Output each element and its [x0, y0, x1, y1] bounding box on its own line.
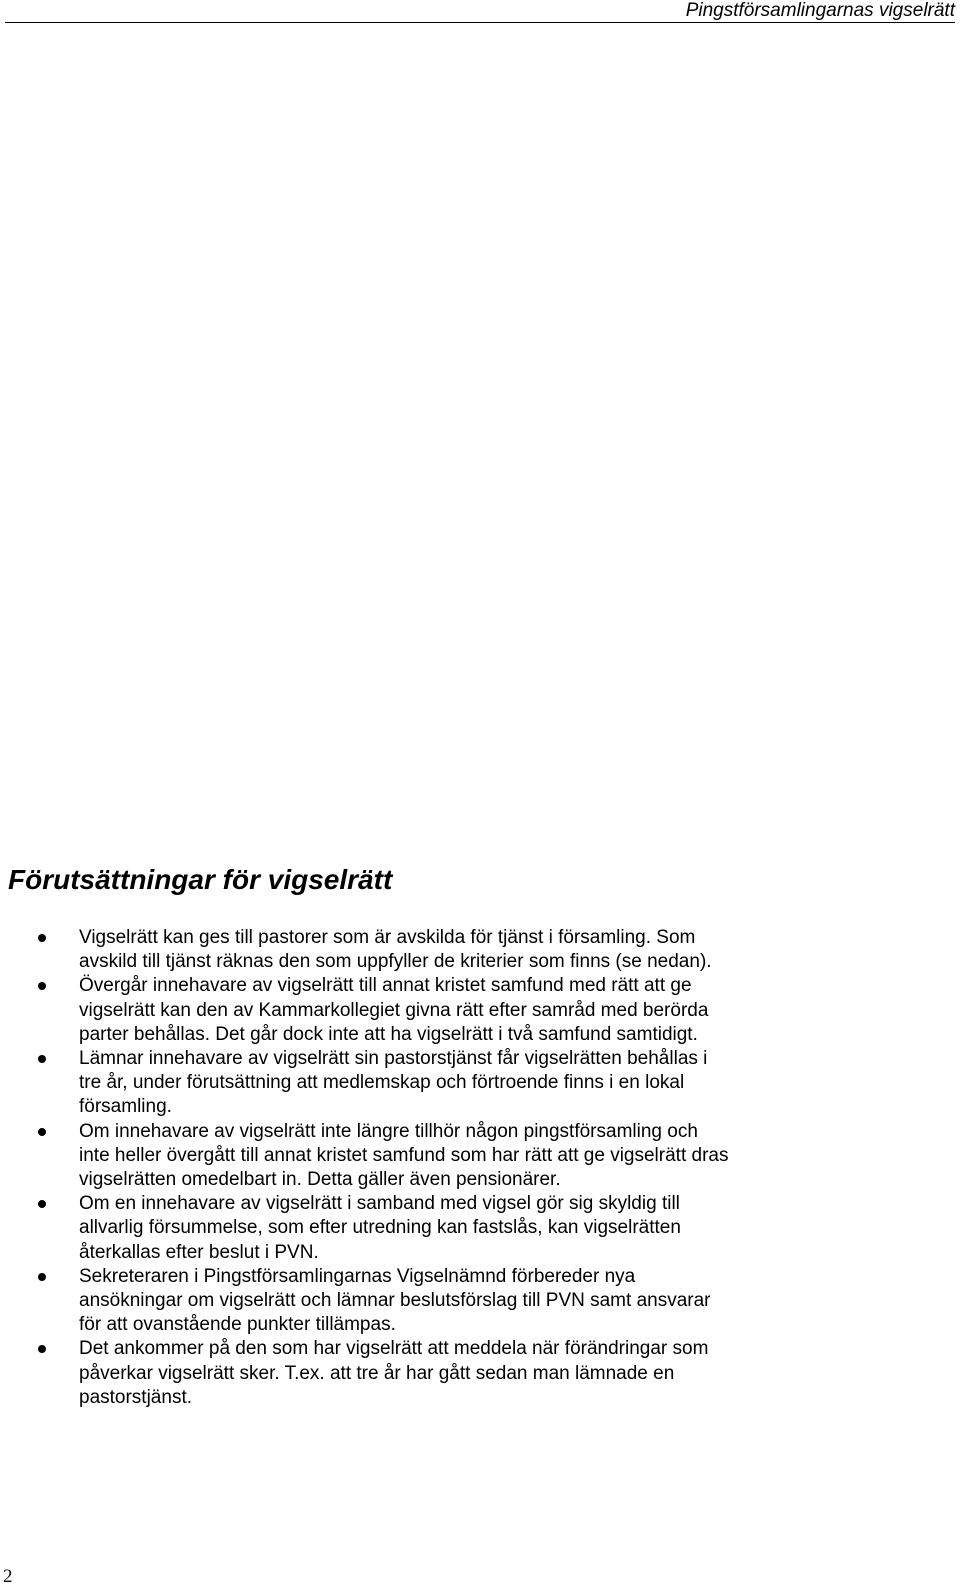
list-item-text: Övergår innehavare av vigselrätt till annat kristet samfund med rätt att ge vigselrätt kan den av Kammarkollegiet givna rätt efter samråd med berörda parter behållas. Det går dock inte att ha vigselrätt i två samfund samtidigt. [79, 975, 709, 1045]
section-title: Förutsättningar för vigselrätt [8, 864, 393, 895]
list-item-text: Lämnar innehavare av vigselrätt sin pastorstjänst får vigselrätten behållas i tre år, under förutsättning att medlemskap och förtroende finns i en lokal församling. [79, 1048, 708, 1118]
running-header [5, 0, 955, 23]
bullet-icon [38, 1128, 46, 1136]
page-number: 2 [3, 1566, 13, 1587]
list-item-text: Det ankommer på den som har vigselrätt att meddela när förändringar som påverkar vigselrätt sker. T.ex. att tre år har gått sedan man lämnade en pastorstjänst. [79, 1338, 709, 1408]
bullet-list [0, 926, 730, 1410]
list-item-text: Om en innehavare av vigselrätt i samband med vigsel gör sig skyldig till allvarlig försummelse, som efter utredning kan fastslås, kan vigselrätten återkallas efter beslut i PVN. [79, 1193, 681, 1263]
list-item-text: Om innehavare av vigselrätt inte längre tillhör någon pingstförsamling och inte heller övergått till annat kristet samfund som har rätt att ge vigselrätt dras vigselrätten omedelbart in. Detta gäller även pensionärer. [79, 1120, 729, 1191]
bullet-icon [38, 982, 46, 990]
list-item [0, 1192, 730, 1265]
bullet-icon [38, 1055, 46, 1063]
list-item-text: Vigselrätt kan ges till pastorer som är avskilda för tjänst i församling. Som avskild till tjänst räknas den som uppfyller de kriterier som finns (se nedan). [79, 927, 712, 973]
bullet-icon [38, 1273, 46, 1281]
running-header-title: Pingstförsamlingarnas vigselrätt [685, 0, 955, 21]
list-item-text: Sekreteraren i Pingstförsamlingarnas Vigselnämnd förbereder nya ansökningar om vigselrätt och lämnar beslutsförslag till PVN samt ansvarar för att ovanstående punkter tillämpas. [79, 1265, 711, 1336]
bullet-icon [38, 1345, 46, 1353]
list-item [0, 1047, 730, 1120]
bullet-icon [38, 1200, 46, 1208]
list-item [0, 974, 730, 1047]
list-item [0, 1120, 730, 1193]
bullet-icon [38, 934, 46, 942]
list-item [0, 926, 730, 974]
list-item [0, 1265, 730, 1338]
list-item [0, 1337, 730, 1410]
